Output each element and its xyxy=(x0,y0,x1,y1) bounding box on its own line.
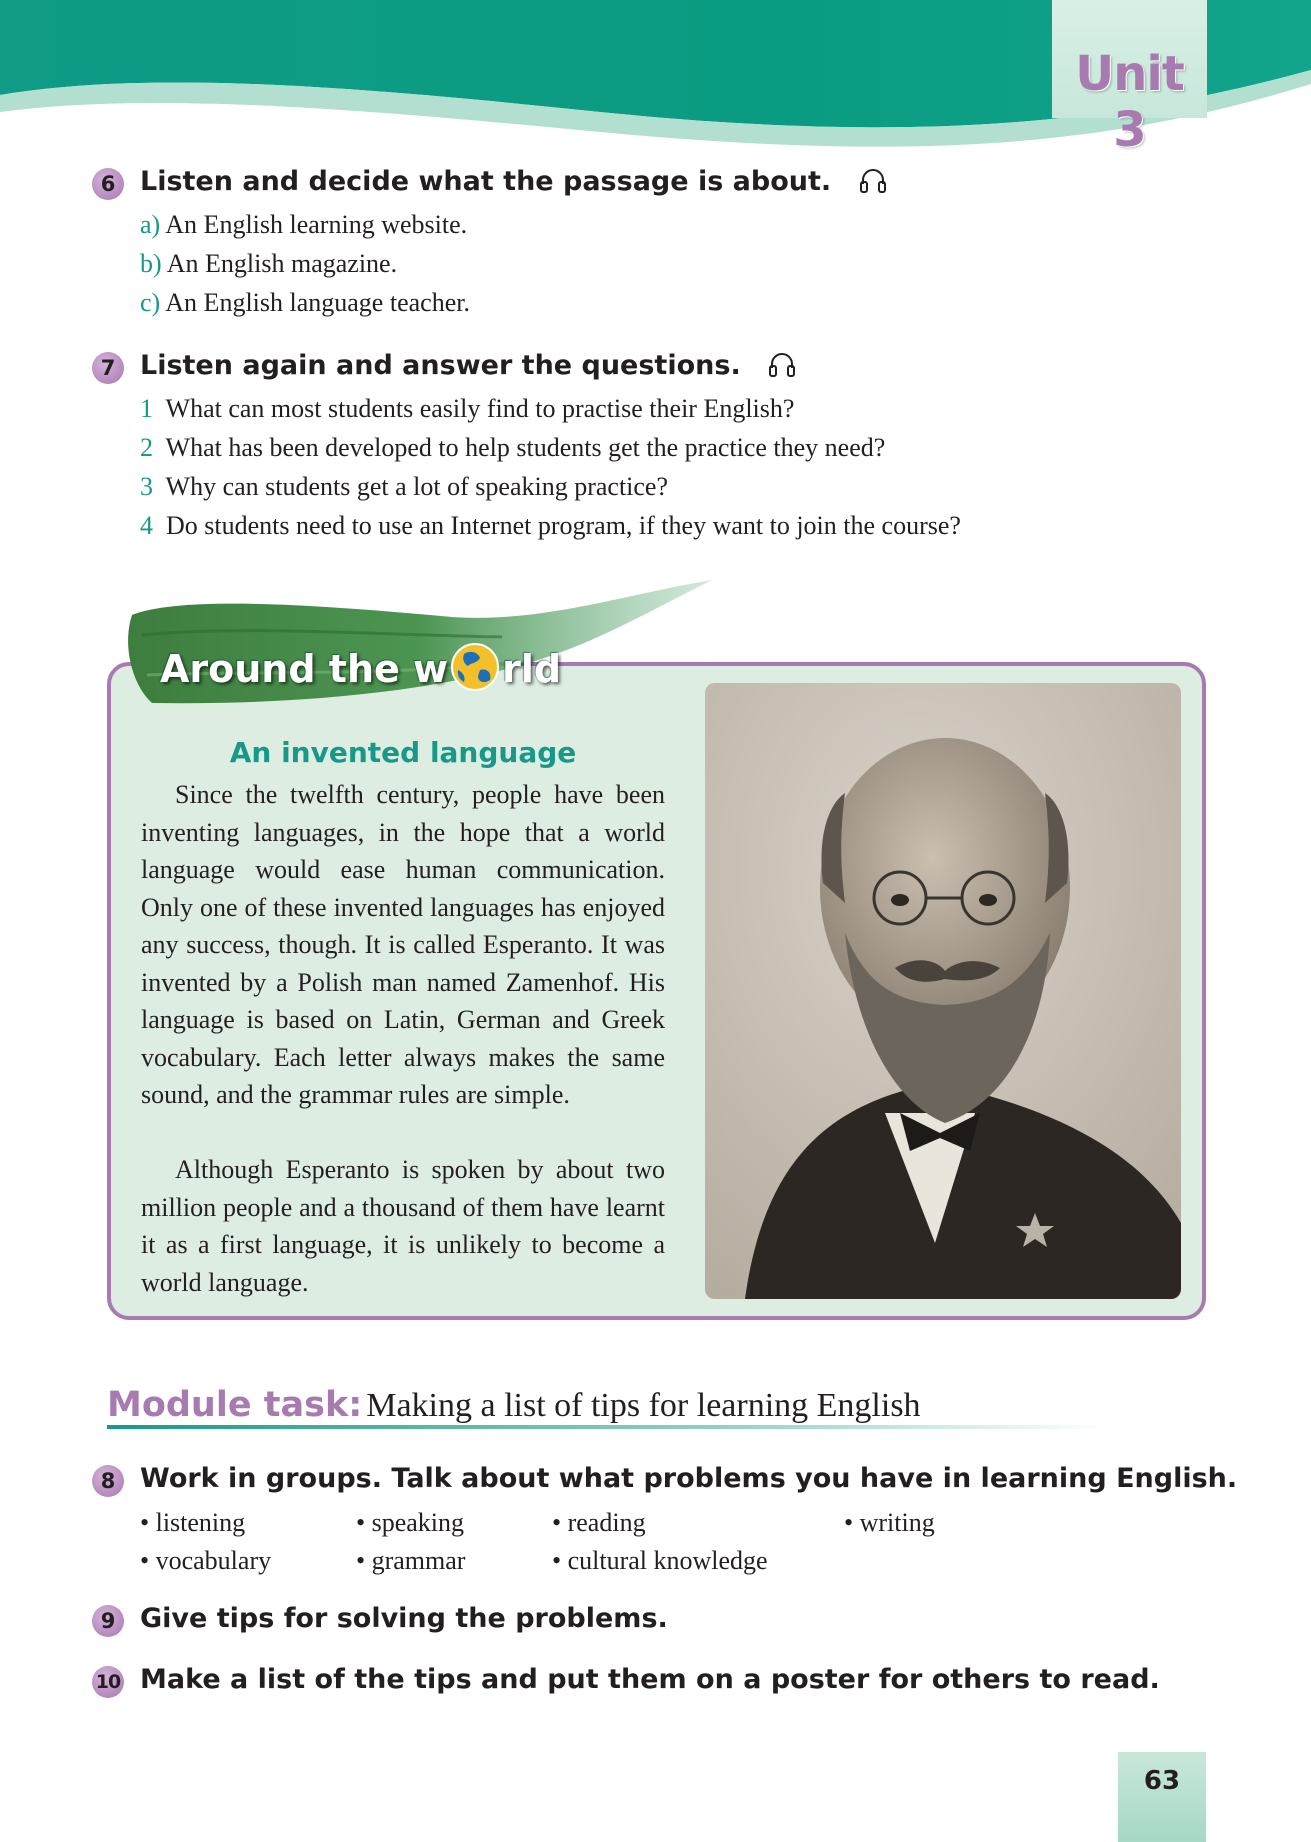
activity-6-option: c) An English language teacher. xyxy=(140,288,470,317)
page-header xyxy=(0,0,1311,160)
activity-7-instruction xyxy=(140,350,796,381)
problem-bullet: • listening xyxy=(140,1508,246,1537)
problem-bullet: • vocabulary xyxy=(140,1546,272,1575)
activity-10-number: 10 xyxy=(92,1666,124,1698)
globe-icon xyxy=(450,642,500,692)
headphones-icon xyxy=(859,166,887,194)
around-the-world-banner: Around the w rld xyxy=(160,642,561,692)
activity-6-instruction-text: Listen and decide what the passage is about. xyxy=(140,166,832,197)
article-title: An invented language xyxy=(229,736,577,769)
problem-bullet: • cultural knowledge xyxy=(552,1546,768,1575)
problem-bullet: • speaking xyxy=(356,1508,465,1537)
module-task-label: Module task: xyxy=(107,1385,363,1425)
activity-7-question: 1 What can most students easily find to practise their English? xyxy=(140,394,795,423)
article-paragraph-2: Although Esperanto is spoken by about two million people and a thousand of them have learnt it as a first language, it is unlikely to become a world language. xyxy=(141,1155,665,1297)
activity-6-instruction xyxy=(140,166,887,197)
unit-title: Unit 3 xyxy=(1075,46,1184,158)
zamenhof-portrait xyxy=(705,683,1181,1299)
activity-6-number: 6 xyxy=(92,168,124,200)
module-task-underline xyxy=(107,1425,1107,1429)
problem-bullet: • reading xyxy=(552,1508,646,1537)
activity-7-number: 7 xyxy=(92,352,124,384)
activity-6-option: b) An English magazine. xyxy=(140,249,398,278)
activity-7-question: 3 Why can students get a lot of speaking practice? xyxy=(140,472,669,501)
activity-9-instruction: Give tips for solving the problems. xyxy=(140,1603,668,1634)
problem-bullet: • grammar xyxy=(356,1546,466,1575)
activity-6-option: a) An English learning website. xyxy=(140,210,468,239)
activity-7-question: 2 What has been developed to help students get the practice they need? xyxy=(140,433,886,462)
problem-bullet: • writing xyxy=(844,1508,935,1537)
article-paragraph-1: Since the twelfth century, people have been inventing languages, in the hope that a world language would ease human communication. Only one of these invented languages has enjoyed any success, though. It is called Esperanto. It was invented by a Polish man named Zamenhof. His language is based on Latin, German and Greek vocabulary. Each letter always makes the same sound, and the grammar rules are simple. xyxy=(141,780,665,1109)
portrait-photo xyxy=(705,683,1181,1299)
activity-8-instruction: Work in groups. Talk about what problems you have in learning English. xyxy=(140,1463,1238,1494)
headphones-icon xyxy=(768,350,796,378)
activity-8-number: 8 xyxy=(92,1465,124,1497)
module-task-title: Making a list of tips for learning English xyxy=(366,1387,921,1424)
activity-7-question: 4 Do students need to use an Internet program, if they want to join the course? xyxy=(140,511,961,540)
page-number: 63 xyxy=(1143,1766,1181,1796)
activity-10-instruction: Make a list of the tips and put them on a poster for others to read. xyxy=(140,1664,1160,1695)
activity-9-number: 9 xyxy=(92,1605,124,1637)
activity-7-instruction-text: Listen again and answer the questions. xyxy=(140,350,741,381)
module-task-heading xyxy=(107,1385,921,1425)
